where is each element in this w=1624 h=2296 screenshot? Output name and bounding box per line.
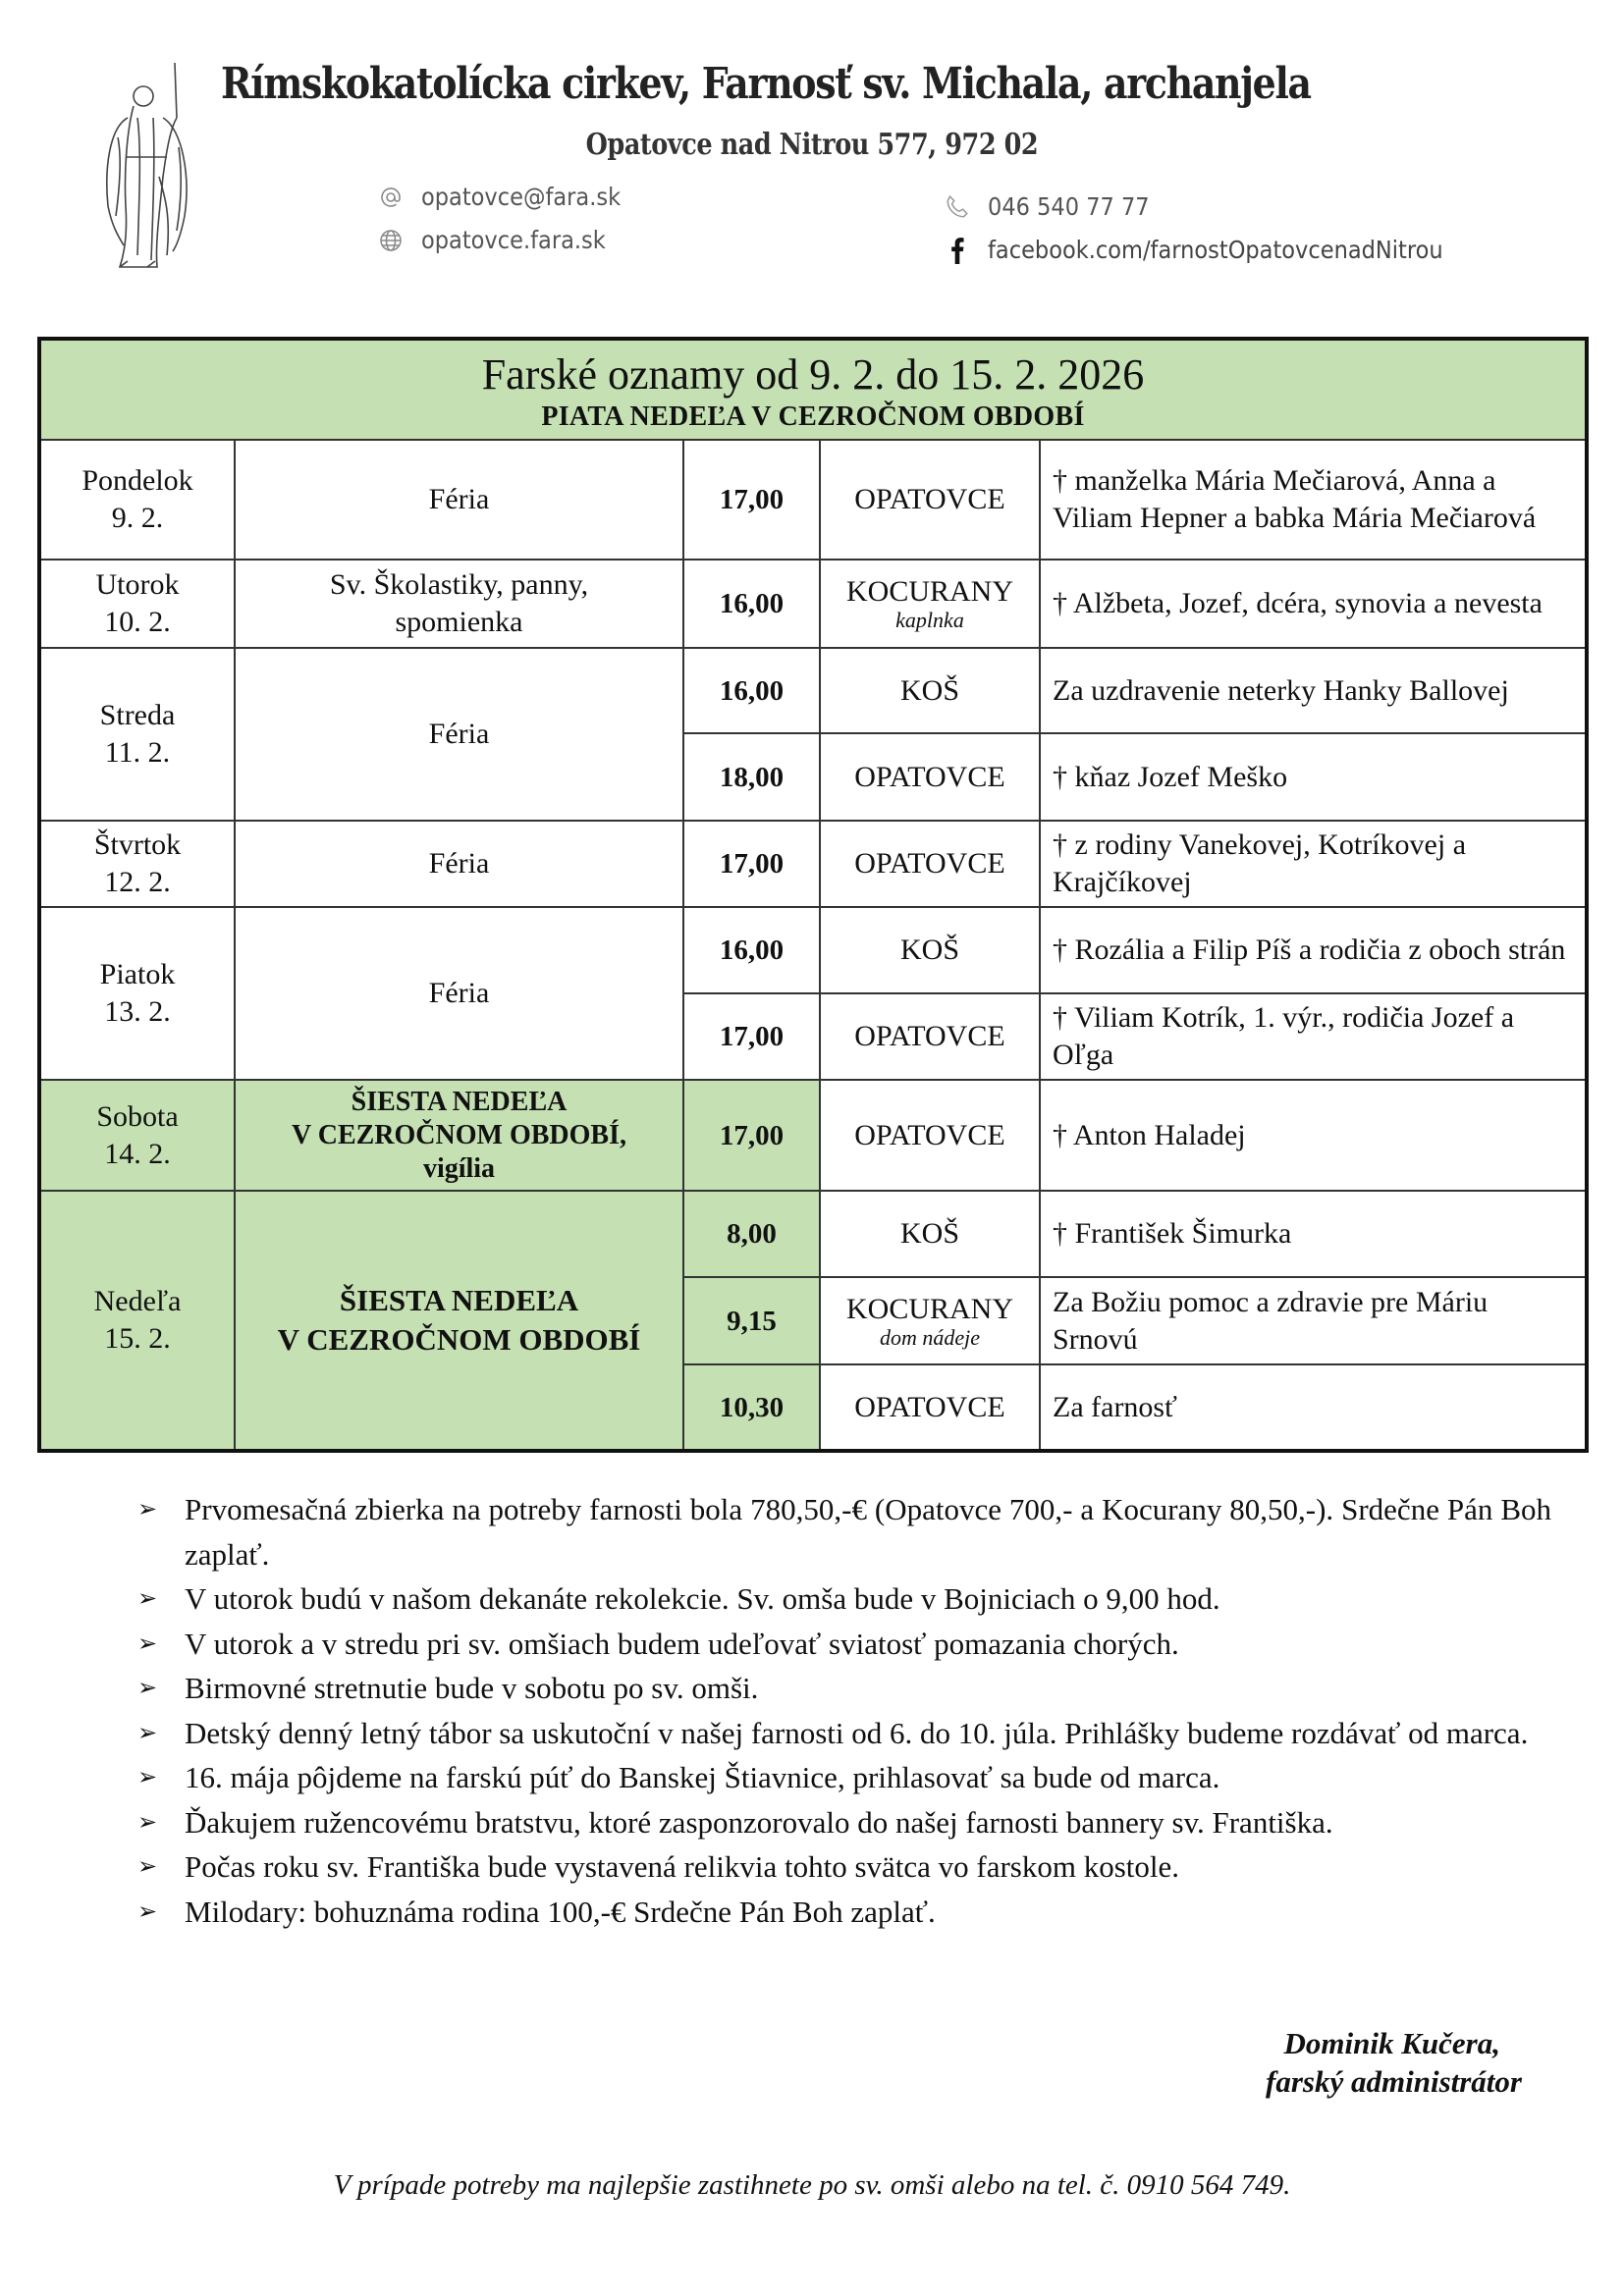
announcement-item: ➢ Ďakujem ružencovému bratstvu, ktoré zasponzorovalo do našej farnosti bannery sv. Františka. — [137, 1800, 1551, 1845]
place-cell: KOŠ — [820, 648, 1040, 733]
intention-cell: † manželka Mária Mečiarová, Anna a Viliam Hepner a babka Mária Mečiarová — [1040, 440, 1587, 560]
contact-web[interactable]: opatovce.fara.sk — [378, 226, 626, 254]
announcement-item: ➢ V utorok a v stredu pri sv. omšiach budem udeľovať sviatosť pomazania chorých. — [137, 1622, 1551, 1667]
place-cell: OPATOVCE — [820, 993, 1040, 1080]
table-row — [39, 821, 1587, 907]
place-cell: OPATOVCE — [820, 821, 1040, 907]
intention-cell: Za uzdravenie neterky Hanky Ballovej — [1040, 648, 1587, 733]
contact-facebook[interactable]: facebook.com/farnostOpatovcenadNitrou — [945, 236, 1493, 264]
signature-name: Dominik Kučera, — [1283, 2026, 1500, 2060]
intention-cell: † z rodiny Vanekovej, Kotríkovej a Krajčíkovej — [1040, 821, 1587, 907]
announcement-item: ➢ V utorok budú v našom dekanáte rekolekcie. Sv. omša bude v Bojniciach o 9,00 hod. — [137, 1576, 1551, 1622]
place-cell: KOCURANY kaplnka — [820, 560, 1040, 648]
table-row — [39, 907, 1587, 993]
arrowhead-bullet-icon: ➢ — [137, 1852, 158, 1880]
arrowhead-bullet-icon: ➢ — [137, 1584, 158, 1612]
celebration-cell: Féria — [235, 821, 683, 907]
place-cell: OPATOVCE — [820, 1080, 1040, 1191]
arrowhead-bullet-icon: ➢ — [137, 1896, 158, 1925]
time-cell: 16,00 — [683, 648, 820, 733]
table-row — [39, 648, 1587, 733]
day-cell: Sobota 14. 2. — [39, 1080, 235, 1191]
announcements-list — [137, 1487, 1551, 1934]
intention-cell: † Viliam Kotrík, 1. výr., rodičia Jozef a Oľga — [1040, 993, 1587, 1080]
celebration-cell: ŠIESTA NEDEĽA V CEZROČNOM OBDOBÍ, vigília — [235, 1080, 683, 1191]
table-row — [39, 1191, 1587, 1277]
arrowhead-bullet-icon: ➢ — [137, 1807, 158, 1836]
arrowhead-bullet-icon: ➢ — [137, 1629, 158, 1657]
celebration-cell: ŠIESTA NEDEĽA V CEZROČNOM OBDOBÍ — [235, 1191, 683, 1451]
place-cell: KOCURANY dom nádeje — [820, 1277, 1040, 1364]
time-cell: 17,00 — [683, 1080, 820, 1191]
intention-cell: † František Šimurka — [1040, 1191, 1587, 1277]
signature-role: farský administrátor — [1266, 2064, 1522, 2099]
place-cell: OPATOVCE — [820, 733, 1040, 821]
contact-phone[interactable]: 046 540 77 77 — [945, 192, 1167, 221]
arrowhead-bullet-icon: ➢ — [137, 1495, 158, 1522]
intention-cell: † Rozália a Filip Píš a rodičia z oboch strán — [1040, 907, 1587, 993]
schedule-subtitle: PIATA NEDEĽA V CEZROČNOM OBDOBÍ — [541, 401, 1085, 432]
celebration-cell: Sv. Školastiky, panny, spomienka — [235, 560, 683, 648]
arrowhead-bullet-icon: ➢ — [137, 1763, 158, 1790]
schedule-header — [39, 339, 1587, 440]
mass-schedule-table — [37, 337, 1589, 1453]
place-cell: OPATOVCE — [820, 1364, 1040, 1451]
time-cell: 8,00 — [683, 1191, 820, 1277]
time-cell: 17,00 — [683, 993, 820, 1080]
intention-cell: † Alžbeta, Jozef, dcéra, synovia a nevesta — [1040, 560, 1587, 648]
arrowhead-bullet-icon: ➢ — [137, 1674, 158, 1701]
archangel-michael-logo — [98, 59, 196, 275]
globe-icon — [378, 228, 404, 253]
announcement-item: ➢ Počas roku sv. Františka bude vystavená relikvia tohto svätca vo farskom kostole. — [137, 1844, 1551, 1890]
facebook-icon — [945, 238, 970, 263]
announcement-item: ➢ Detský denný letný tábor sa uskutoční v našej farnosti od 6. do 10. júla. Prihlášky budeme rozdávať od marca. — [137, 1711, 1551, 1756]
day-cell: Utorok 10. 2. — [39, 560, 235, 648]
time-cell: 17,00 — [683, 821, 820, 907]
time-cell: 10,30 — [683, 1364, 820, 1451]
intention-cell: Za Božiu pomoc a zdravie pre Máriu Srnovú — [1040, 1277, 1587, 1364]
parish-name: Rímskokatolícka cirkev, Farnosť sv. Michala, archanjela — [221, 59, 1311, 109]
phone-icon — [945, 194, 970, 220]
celebration-cell: Féria — [235, 907, 683, 1080]
parish-address: Opatovce nad Nitrou 577, 972 02 — [585, 128, 1039, 162]
contact-note: V prípade potreby ma najlepšie zastihnete po sv. omši alebo na tel. č. 0910 564 749. — [333, 2169, 1291, 2201]
announcement-item: ➢ Milodary: bohuznáma rodina 100,-€ Srdečne Pán Boh zaplať. — [137, 1890, 1551, 1935]
time-cell: 17,00 — [683, 440, 820, 560]
celebration-cell: Féria — [235, 440, 683, 560]
signature — [1266, 2024, 1522, 2101]
day-cell: Nedeľa 15. 2. — [39, 1191, 235, 1451]
announcement-item: ➢ Prvomesačná zbierka na potreby farnosti bola 780,50,-€ (Opatovce 700,- a Kocurany 80,50,-). Srdečne Pán Boh zaplať. — [137, 1487, 1551, 1576]
day-cell: Streda 11. 2. — [39, 648, 235, 821]
table-row — [39, 440, 1587, 560]
place-cell: OPATOVCE — [820, 440, 1040, 560]
day-cell: Štvrtok 12. 2. — [39, 821, 235, 907]
day-cell: Pondelok 9. 2. — [39, 440, 235, 560]
time-cell: 18,00 — [683, 733, 820, 821]
table-row — [39, 560, 1587, 648]
place-cell: KOŠ — [820, 907, 1040, 993]
arrowhead-bullet-icon: ➢ — [137, 1718, 158, 1746]
at-icon — [378, 185, 404, 210]
time-cell: 16,00 — [683, 907, 820, 993]
celebration-cell: Féria — [235, 648, 683, 821]
announcement-item: ➢ Birmovné stretnutie bude v sobotu po sv. omši. — [137, 1666, 1551, 1711]
announcement-item: ➢ 16. mája pôjdeme na farskú púť do Banskej Štiavnice, prihlasovať sa bude od marca. — [137, 1755, 1551, 1800]
intention-cell: † Anton Haladej — [1040, 1080, 1587, 1191]
intention-cell: † kňaz Jozef Meško — [1040, 733, 1587, 821]
intention-cell: Za farnosť — [1040, 1364, 1587, 1451]
contact-email[interactable]: opatovce@fara.sk — [378, 183, 643, 211]
table-row — [39, 1080, 1587, 1191]
time-cell: 9,15 — [683, 1277, 820, 1364]
day-cell: Piatok 13. 2. — [39, 907, 235, 1080]
schedule-title: Farské oznamy od 9. 2. do 15. 2. 2026 — [481, 350, 1145, 399]
time-cell: 16,00 — [683, 560, 820, 648]
place-cell: KOŠ — [820, 1191, 1040, 1277]
